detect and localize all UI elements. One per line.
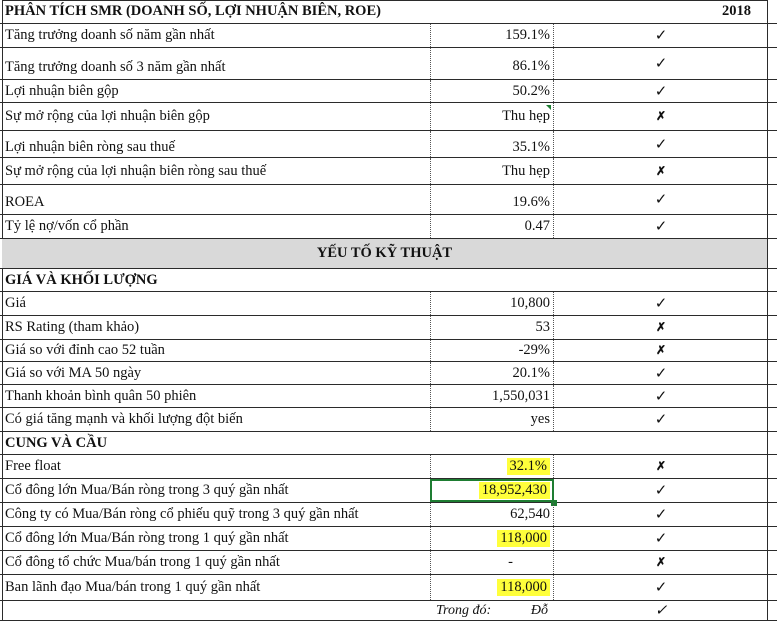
check-icon: ✓ [654, 192, 668, 208]
check-icon: ✓ [654, 412, 668, 428]
cross-icon: ✗ [655, 320, 667, 334]
row-label: Cổ đông lớn Mua/Bán ròng trong 3 quý gần nhất [5, 482, 289, 498]
row-value[interactable] [430, 103, 554, 130]
table-row[interactable] [0, 362, 777, 385]
footer-note [430, 601, 554, 620]
row-value[interactable]: -29% [430, 340, 554, 361]
row-value[interactable]: 50.2% [430, 80, 554, 102]
table-row[interactable] [0, 103, 777, 131]
table-row[interactable] [0, 215, 777, 239]
highlighted-value: 118,000 [497, 530, 550, 547]
row-label: Tăng trưởng doanh số năm gần nhất [5, 27, 215, 43]
check-icon: ✓ [654, 28, 668, 44]
cross-icon: ✗ [655, 555, 667, 569]
cross-icon: ✗ [655, 459, 667, 473]
row-label: ROEA [5, 194, 45, 210]
table-row[interactable] [0, 48, 777, 80]
row-label: Free float [5, 458, 61, 474]
table-row[interactable] [0, 292, 777, 316]
row-value[interactable]: 35.1% [430, 131, 554, 157]
table-row[interactable] [0, 455, 777, 479]
check-icon: ✓ [654, 531, 668, 547]
cross-icon: ✗ [655, 163, 667, 178]
footer-note-right: Đỗ [530, 602, 548, 618]
check-icon: ✓ [654, 219, 668, 235]
highlighted-value: 18,952,430 [479, 482, 550, 499]
row-value[interactable]: 86.1% [430, 48, 554, 79]
row-value[interactable]: yes [430, 408, 554, 431]
row-value[interactable]: 0.47 [430, 215, 554, 238]
subsection-title: GIÁ VÀ KHỐI LƯỢNG [5, 271, 158, 288]
table-row[interactable] [0, 340, 777, 362]
row-label: Tăng trưởng doanh số 3 năm gần nhất [5, 59, 226, 75]
row-label: Sự mở rộng của lợi nhuận biên gộp [5, 108, 210, 124]
subsection-title: CUNG VÀ CẦU [5, 434, 108, 451]
highlighted-value: 118,000 [497, 579, 550, 596]
sheet-title: PHÂN TÍCH SMR (DOANH SỐ, LỢI NHUẬN BIÊN, ROE) [5, 3, 381, 19]
table-row[interactable] [0, 185, 777, 215]
year-label: 2018 [722, 3, 751, 19]
row-label: Cổ đông lớn Mua/Bán ròng trong 1 quý gần nhất [5, 530, 289, 546]
table-row[interactable] [0, 408, 777, 432]
check-icon: ✓ [654, 483, 668, 499]
table-row[interactable] [0, 80, 777, 103]
check-icon: ✓ [654, 83, 668, 100]
table-row[interactable] [0, 131, 777, 158]
row-value[interactable] [430, 527, 554, 550]
table-row[interactable] [0, 527, 777, 551]
check-icon: ✓ [654, 603, 668, 619]
footer-row[interactable] [0, 601, 777, 621]
check-icon: ✓ [654, 365, 668, 382]
check-icon: ✓ [654, 56, 668, 72]
table-row[interactable] [0, 503, 777, 527]
selected-cell[interactable] [430, 479, 554, 502]
table-row[interactable] [0, 385, 777, 408]
value-text: Thu hẹp [502, 108, 550, 124]
row-label: Sự mở rộng của lợi nhuận biên ròng sau thuế [5, 162, 267, 179]
row-label: Lợi nhuận biên ròng sau thuế [5, 138, 175, 155]
row-value[interactable]: Thu hẹp [430, 158, 554, 184]
row-value[interactable]: 53 [430, 316, 554, 339]
table-row[interactable] [0, 316, 777, 340]
cross-icon: ✗ [655, 109, 667, 123]
row-label: Công ty có Mua/Bán ròng cổ phiếu quỹ trong 3 quý gần nhất [5, 506, 359, 522]
row-value[interactable]: - [430, 551, 554, 574]
subsection-header-price-volume[interactable] [0, 269, 777, 292]
highlighted-value: 32.1% [507, 458, 550, 475]
row-label: Lợi nhuận biên gộp [5, 82, 119, 99]
row-label: Có giá tăng mạnh và khối lượng đột biến [5, 411, 243, 427]
row-value[interactable]: 20.1% [430, 362, 554, 384]
row-label: Cổ đông tổ chức Mua/bán trong 1 quý gần nhất [5, 554, 280, 570]
row-label: Tỷ lệ nợ/vốn cổ phần [5, 218, 129, 234]
row-label: Giá so với đỉnh cao 52 tuần [5, 342, 165, 358]
row-label: Thanh khoản bình quân 50 phiên [5, 387, 197, 404]
row-value[interactable]: 62,540 [430, 503, 554, 526]
row-label: Ban lãnh đạo Mua/bán trong 1 quý gần nhất [5, 579, 261, 595]
row-value[interactable]: 10,800 [430, 292, 554, 315]
table-row[interactable] [0, 24, 777, 48]
row-label: Giá so với MA 50 ngày [5, 364, 142, 381]
table-row[interactable] [0, 158, 777, 185]
subsection-header-supply-demand[interactable] [0, 432, 777, 455]
check-icon: ✓ [654, 388, 668, 405]
header-row[interactable] [0, 0, 777, 24]
cross-icon: ✗ [655, 343, 667, 357]
row-value[interactable]: 159.1% [430, 24, 554, 47]
check-icon: ✓ [654, 136, 668, 153]
footer-note-left: Trong đó: [436, 602, 492, 618]
check-icon: ✓ [654, 507, 668, 523]
row-value[interactable] [430, 455, 554, 478]
row-value[interactable]: 19.6% [430, 185, 554, 214]
table-row[interactable] [0, 575, 777, 601]
table-row[interactable] [0, 551, 777, 575]
row-value[interactable] [430, 575, 554, 600]
check-icon: ✓ [654, 580, 668, 596]
section-header-technical[interactable] [0, 239, 777, 269]
table-row[interactable] [0, 479, 777, 503]
section-title: YẾU TỐ KỸ THUẬT [2, 239, 767, 268]
row-label: Giá [5, 295, 26, 311]
row-label: RS Rating (tham khảo) [5, 319, 140, 335]
check-icon: ✓ [654, 296, 668, 312]
comment-indicator-icon [546, 105, 551, 110]
row-value[interactable]: 1,550,031 [430, 385, 554, 407]
